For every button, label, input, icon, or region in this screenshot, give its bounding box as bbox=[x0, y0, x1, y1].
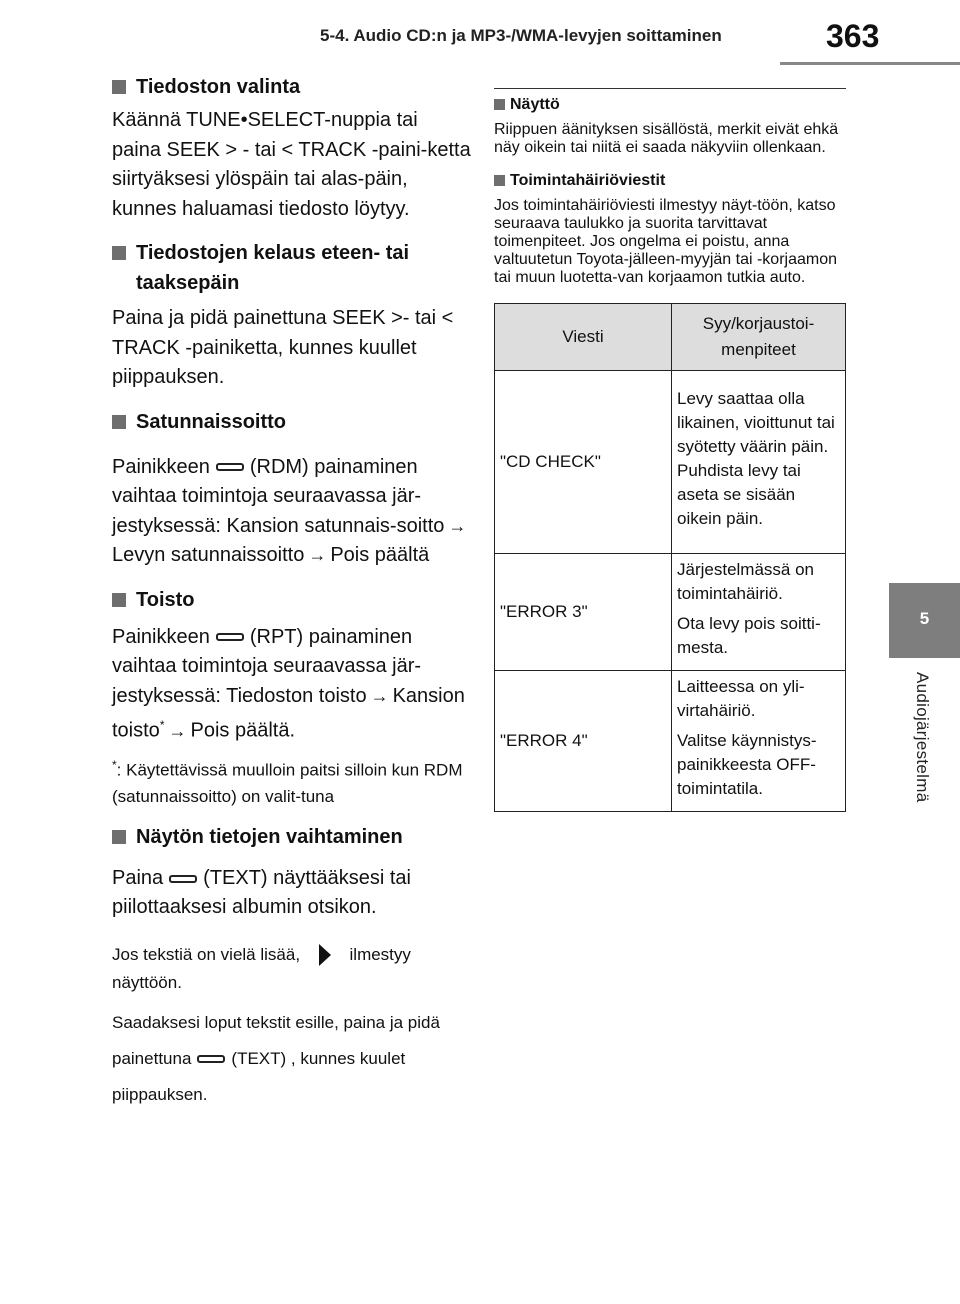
more-text-indicator-icon bbox=[311, 942, 339, 968]
button-icon bbox=[216, 463, 244, 471]
table-header-cause: Syy/korjaustoi-menpiteet bbox=[672, 304, 846, 371]
chapter-tab bbox=[889, 583, 960, 658]
table-cell-message: "ERROR 4" bbox=[495, 671, 672, 812]
heading-error-messages: Toimintahäiriöviestit bbox=[494, 171, 846, 191]
bullet-square-icon bbox=[494, 175, 505, 186]
button-icon bbox=[169, 875, 197, 883]
bullet-square-icon bbox=[112, 80, 126, 94]
bullet-square-icon bbox=[112, 246, 126, 260]
bullet-square-icon bbox=[112, 593, 126, 607]
button-icon bbox=[197, 1055, 225, 1063]
table-header-message: Viesti bbox=[495, 304, 672, 371]
heading-fast-forward: Tiedostojen kelaus eteen- tai taaksepäin bbox=[112, 238, 472, 298]
paragraph-random: Painikkeen (RDM) painaminen vaihtaa toimintoja seuraavassa jär-jestyksessä: Kansion satunnais-soitto →Levyn satunnaissoitto → Pois päältä bbox=[112, 453, 472, 571]
paragraph-display-info: Paina (TEXT) näyttääksesi tai piilottaaksesi albumin otsikon. bbox=[112, 866, 411, 919]
right-column bbox=[494, 88, 846, 812]
bullet-square-icon bbox=[112, 415, 126, 429]
page-number: 363 bbox=[826, 18, 880, 54]
page-header bbox=[0, 0, 960, 62]
paragraph-error-messages: Jos toimintahäiriöviesti ilmestyy näyt-töön, katso seuraava taulukko ja suorita tarvittavat toimenpiteet. Jos ongelma ei poistu, anna valtuutetun Toyota-jälleen-myyjän tai -korjaamon tai muun luotetta-van korjaamon tutkia auto. bbox=[494, 197, 837, 286]
chapter-label: Audiojärjestelmä bbox=[913, 672, 932, 803]
arrow-right-icon: → bbox=[448, 515, 467, 536]
paragraph-file-select: Käännä TUNE•SELECT-nuppia tai paina SEEK > - tai < TRACK -paini-ketta siirtyäksesi ylöspäin tai alas-päin, kunnes haluamasi tiedosto löytyy. bbox=[112, 109, 471, 220]
table-cell-cause: Järjestelmässä on toimintahäiriö. Ota levy pois soitti-mesta. bbox=[672, 554, 846, 671]
table-row bbox=[495, 554, 846, 671]
header-rule bbox=[780, 62, 960, 65]
heading-random: Satunnaissoitto bbox=[112, 407, 472, 437]
paragraph-fast-forward: Paina ja pidä painettuna SEEK >- tai < TRACK -painiketta, kunnes kuullet piippauksen. bbox=[112, 307, 454, 388]
bullet-square-icon bbox=[494, 99, 505, 110]
table-cell-cause: Levy saattaa olla likainen, vioittunut tai syötetty väärin päin. Puhdista levy tai aseta se sisään oikein päin. bbox=[672, 371, 846, 554]
table-cell-message: "CD CHECK" bbox=[495, 371, 672, 554]
heading-file-select: Tiedoston valinta bbox=[112, 72, 472, 102]
footnote: *: Käytettävissä muulloin paitsi silloin kun RDM (satunnaissoitto) on valit-tuna bbox=[112, 758, 463, 806]
section-title: 5-4. Audio CD:n ja MP3-/WMA-levyjen soittaminen bbox=[320, 26, 722, 45]
chapter-number: 5 bbox=[919, 609, 930, 628]
left-column bbox=[112, 72, 472, 1113]
arrow-right-icon: → bbox=[308, 545, 327, 565]
table-cell-cause: Laitteessa on yli-virtahäiriö. Valitse käynnistys-painikkeesta OFF-toimintatila. bbox=[672, 671, 846, 812]
button-icon bbox=[216, 633, 244, 641]
error-table bbox=[494, 303, 846, 812]
column-rule bbox=[494, 88, 846, 89]
heading-display-info: Näytön tietojen vaihtaminen bbox=[112, 822, 472, 852]
bullet-square-icon bbox=[112, 830, 126, 844]
note-hold-text: Saadaksesi loput tekstit esille, paina ja pidä painettuna (TEXT) , kunnes kuulet piippauksen. bbox=[112, 1012, 440, 1104]
note-more-text: Jos tekstiä on vielä lisää, ilmestyy näyttöön. bbox=[112, 941, 472, 997]
arrow-right-icon: → bbox=[370, 685, 389, 706]
heading-display: Näyttö bbox=[494, 95, 846, 115]
table-header-row bbox=[495, 304, 846, 371]
heading-repeat: Toisto bbox=[112, 585, 472, 615]
arrow-right-icon: → bbox=[168, 720, 187, 741]
paragraph-display: Riippuen äänityksen sisällöstä, merkit eivät ehkä näy oikein tai niitä ei saada näkyviin ollenkaan. bbox=[494, 121, 839, 156]
table-cell-message: "ERROR 3" bbox=[495, 554, 672, 671]
table-row bbox=[495, 671, 846, 812]
paragraph-repeat: Painikkeen (RPT) painaminen vaihtaa toimintoja seuraavassa jär-jestyksessä: Tiedoston toisto → Kansion toisto* → Pois päältä. bbox=[112, 623, 472, 747]
table-row bbox=[495, 371, 846, 554]
